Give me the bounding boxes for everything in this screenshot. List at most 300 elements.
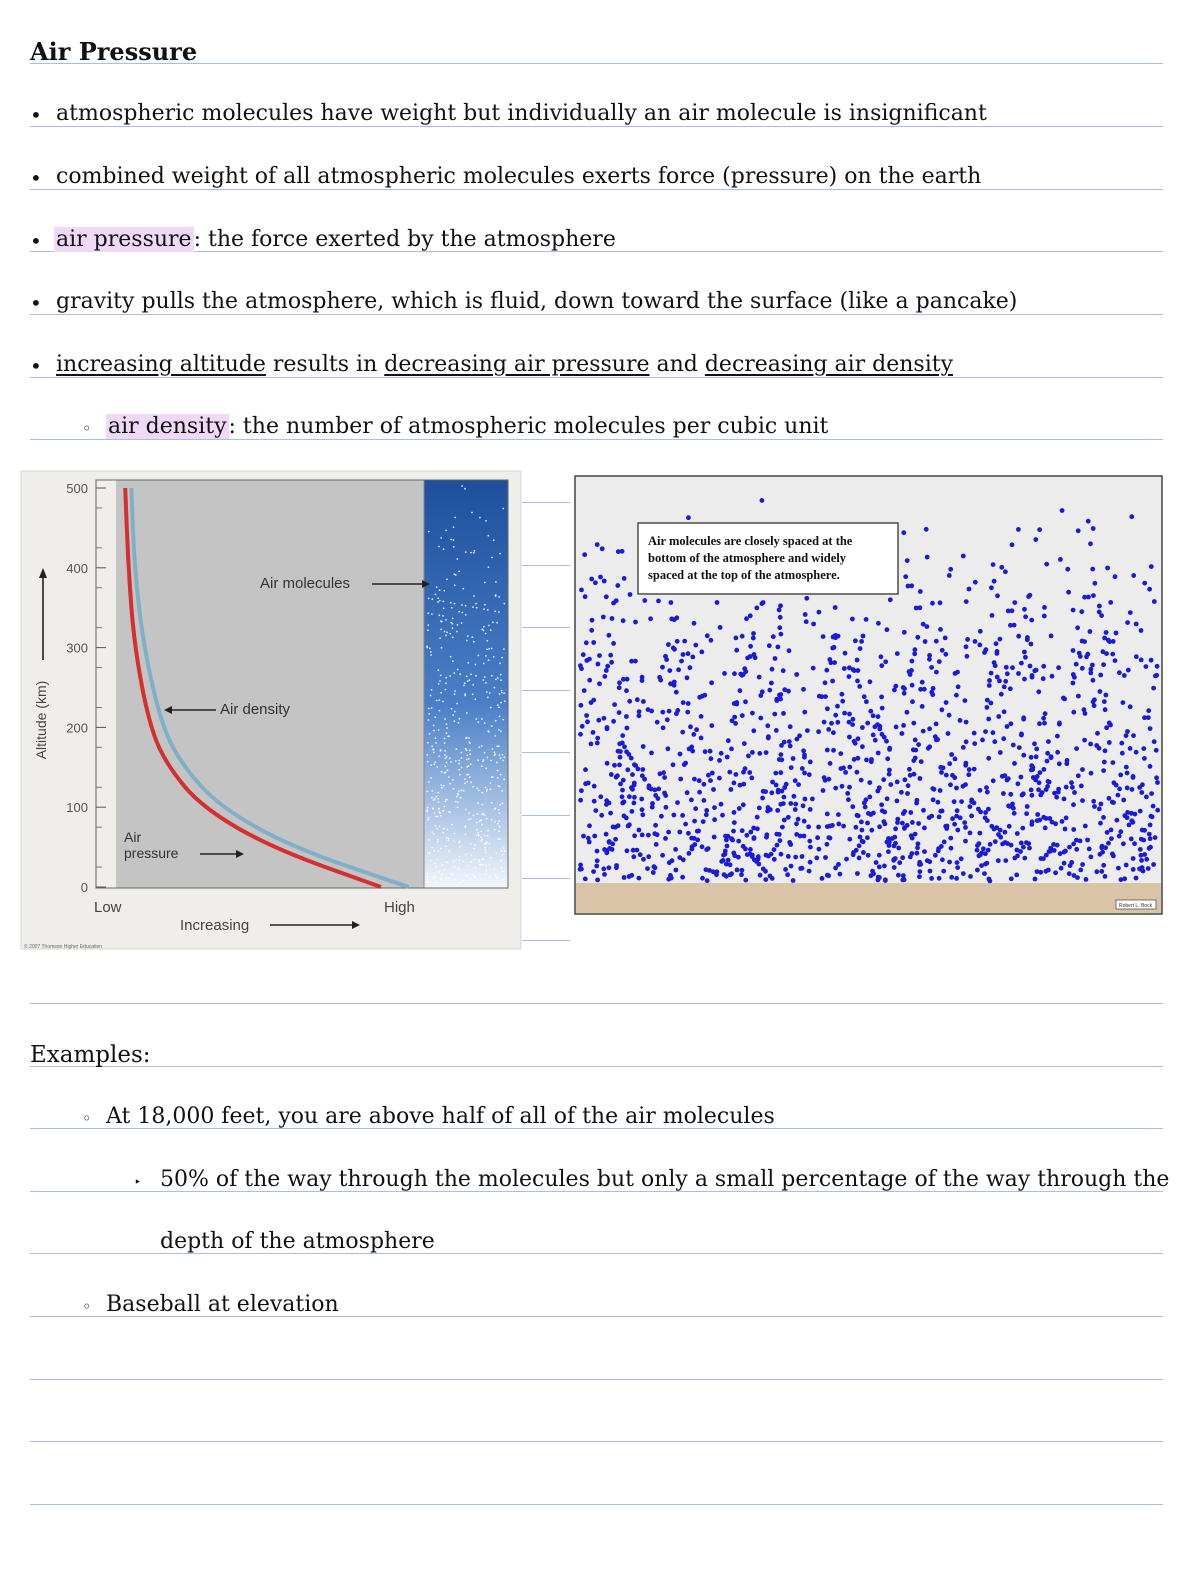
plain-phrase: and	[649, 352, 705, 377]
air-molecule-dot	[1080, 767, 1085, 772]
bullet-text: gravity pulls the atmosphere, which is fluid, down toward the surface (like a pancake)	[56, 289, 1018, 314]
molecule-speck	[430, 764, 432, 766]
air-molecule-dot	[1041, 676, 1046, 681]
molecule-speck	[457, 669, 459, 671]
air-molecule-dot	[1044, 562, 1049, 567]
molecule-speck	[442, 810, 444, 812]
molecule-speck	[466, 675, 468, 677]
air-molecule-dot	[977, 643, 982, 648]
air-molecule-dot	[994, 641, 999, 646]
air-molecule-dot	[701, 819, 706, 824]
molecule-speck	[465, 826, 467, 828]
molecule-speck	[450, 761, 452, 763]
air-molecule-dot	[1154, 775, 1159, 780]
air-molecule-dot	[901, 873, 906, 878]
air-molecule-dot	[734, 636, 739, 641]
molecule-speck	[465, 833, 467, 835]
air-molecule-dot	[918, 776, 923, 781]
air-molecule-dot	[803, 612, 808, 617]
air-molecule-dot	[590, 618, 595, 623]
molecule-speck	[459, 881, 461, 883]
molecule-speck	[477, 802, 479, 804]
air-molecule-dot	[637, 709, 642, 714]
air-molecule-dot	[870, 869, 875, 874]
air-molecule-dot	[903, 574, 908, 579]
air-molecule-dot	[1074, 847, 1079, 852]
molecule-speck	[495, 594, 497, 596]
air-molecule-dot	[651, 870, 656, 875]
air-molecule-dot	[757, 806, 762, 811]
air-molecule-dot	[579, 588, 584, 593]
air-molecule-dot	[672, 683, 677, 688]
molecule-speck	[444, 869, 446, 871]
air-molecule-dot	[1078, 868, 1083, 873]
bullet-text	[54, 225, 616, 255]
molecule-speck	[466, 774, 468, 776]
air-molecule-dot	[751, 636, 756, 641]
air-molecule-dot	[840, 784, 845, 789]
molecule-speck	[465, 748, 467, 750]
air-molecule-dot	[618, 755, 623, 760]
air-molecule-dot	[865, 721, 870, 726]
air-molecule-dot	[833, 713, 838, 718]
air-molecule-dot	[666, 830, 671, 835]
air-molecule-dot	[986, 717, 991, 722]
air-molecule-dot	[1128, 704, 1133, 709]
air-molecule-dot	[937, 876, 942, 881]
air-molecule-dot	[667, 668, 672, 673]
example-detail-line2: depth of the atmosphere	[160, 1229, 435, 1254]
air-molecule-dot	[883, 659, 888, 664]
molecule-speck	[502, 719, 504, 721]
air-molecule-dot	[1101, 649, 1106, 654]
air-molecule-dot	[598, 575, 603, 580]
air-molecule-dot	[835, 704, 840, 709]
air-molecule-dot	[793, 778, 798, 783]
air-molecule-dot	[989, 671, 994, 676]
air-molecule-dot	[916, 742, 921, 747]
sub-sub-bullet-triangle: ‣	[134, 1175, 142, 1189]
air-molecule-dot	[910, 659, 915, 664]
molecule-speck	[503, 603, 505, 605]
molecule-speck	[451, 607, 453, 609]
air-molecule-dot	[1003, 569, 1008, 574]
air-molecule-dot	[1041, 856, 1046, 861]
air-molecule-dot	[1125, 810, 1130, 815]
air-molecule-dot	[862, 801, 867, 806]
air-molecule-dot	[949, 752, 954, 757]
air-molecule-dot	[786, 854, 791, 859]
molecule-speck	[438, 755, 440, 757]
molecule-speck	[454, 584, 456, 586]
molecule-speck	[444, 772, 446, 774]
air-molecule-dot	[750, 750, 755, 755]
y-tick-label: 500	[66, 481, 88, 496]
air-molecule-dot	[1071, 672, 1076, 677]
molecule-speck	[480, 819, 482, 821]
air-molecule-dot	[730, 718, 735, 723]
air-molecule-dot	[896, 846, 901, 851]
air-molecule-dot	[602, 872, 607, 877]
molecule-speck	[433, 730, 435, 732]
air-molecule-dot	[604, 594, 609, 599]
air-molecule-dot	[729, 787, 734, 792]
air-molecule-dot	[1029, 755, 1034, 760]
air-molecule-dot	[1022, 607, 1027, 612]
air-molecule-dot	[1109, 836, 1114, 841]
air-molecule-dot	[1072, 790, 1077, 795]
air-molecule-dot	[1071, 608, 1076, 613]
air-molecule-dot	[1139, 658, 1144, 663]
molecule-speck	[466, 875, 468, 877]
molecule-speck	[470, 782, 472, 784]
molecule-speck	[490, 760, 492, 762]
molecule-speck	[469, 749, 471, 751]
air-molecule-dot	[679, 659, 684, 664]
air-molecule-dot	[857, 843, 862, 848]
molecule-speck	[492, 621, 494, 623]
air-molecule-dot	[617, 685, 622, 690]
air-molecule-dot	[852, 757, 857, 762]
air-molecule-dot	[1082, 738, 1087, 743]
air-molecule-dot	[948, 836, 953, 841]
air-molecule-dot	[740, 828, 745, 833]
air-molecule-dot	[685, 790, 690, 795]
air-molecule-dot	[1060, 819, 1065, 824]
molecule-speck	[493, 656, 495, 658]
air-molecule-dot	[694, 727, 699, 732]
molecule-speck	[503, 760, 505, 762]
examples-heading: Examples:	[30, 1042, 151, 1068]
air-molecule-dot	[978, 629, 983, 634]
air-molecule-dot	[1107, 796, 1112, 801]
air-molecule-dot	[821, 634, 826, 639]
air-molecule-dot	[747, 770, 752, 775]
label-air-molecules: Air molecules	[260, 575, 351, 592]
air-molecule-dot	[1099, 869, 1104, 874]
air-molecule-dot	[680, 813, 685, 818]
example-detail-line1: 50% of the way through the molecules but only a small percentage of the way through the	[160, 1167, 1170, 1192]
air-molecule-dot	[1057, 722, 1062, 727]
molecule-speck	[433, 749, 435, 751]
air-molecule-dot	[780, 825, 785, 830]
air-molecule-dot	[1101, 863, 1106, 868]
air-molecule-dot	[912, 651, 917, 656]
molecule-speck	[436, 828, 438, 830]
air-molecule-dot	[750, 711, 755, 716]
air-molecule-dot	[628, 592, 633, 597]
molecule-speck	[446, 578, 448, 580]
air-molecule-dot	[1016, 527, 1021, 532]
air-molecule-dot	[933, 853, 938, 858]
label-air-pressure-line2: pressure	[124, 845, 179, 861]
air-molecule-dot	[833, 866, 838, 871]
air-molecule-dot	[723, 834, 728, 839]
molecule-speck	[427, 761, 429, 763]
air-molecule-dot	[660, 853, 665, 858]
air-molecule-dot	[1095, 731, 1100, 736]
bullet-text	[56, 350, 953, 380]
air-molecule-dot	[774, 832, 779, 837]
molecule-speck	[432, 847, 434, 849]
air-molecule-dot	[917, 860, 922, 865]
molecule-speck	[478, 859, 480, 861]
molecule-speck	[444, 738, 446, 740]
air-molecule-dot	[637, 876, 642, 881]
air-molecule-dot	[704, 808, 709, 813]
air-molecule-dot	[855, 871, 860, 876]
air-molecule-dot	[795, 737, 800, 742]
molecule-speck	[485, 787, 487, 789]
air-molecule-dot	[918, 589, 923, 594]
air-molecule-dot	[1118, 829, 1123, 834]
air-molecule-dot	[808, 845, 813, 850]
molecule-speck	[482, 864, 484, 866]
air-molecule-dot	[612, 702, 617, 707]
air-molecule-dot	[1000, 842, 1005, 847]
air-molecule-dot	[921, 808, 926, 813]
air-molecule-dot	[690, 749, 695, 754]
air-molecule-dot	[777, 757, 782, 762]
air-molecule-dot	[791, 878, 796, 883]
molecule-speck	[474, 877, 476, 879]
air-molecule-dot	[955, 808, 960, 813]
air-molecule-dot	[595, 849, 600, 854]
y-tick-label: 300	[66, 640, 88, 656]
air-molecule-dot	[920, 704, 925, 709]
air-molecule-dot	[841, 766, 846, 771]
molecule-speck	[501, 692, 503, 694]
air-molecule-dot	[581, 652, 586, 657]
molecule-speck	[465, 605, 467, 607]
air-molecule-dot	[1008, 792, 1013, 797]
air-molecule-dot	[911, 758, 916, 763]
air-molecule-dot	[1064, 785, 1069, 790]
air-molecule-dot	[753, 655, 758, 660]
molecule-speck	[446, 877, 448, 879]
molecule-speck	[449, 783, 451, 785]
air-molecule-dot	[692, 621, 697, 626]
molecule-speck	[428, 708, 430, 710]
air-molecule-dot	[650, 805, 655, 810]
molecule-speck	[431, 831, 433, 833]
air-molecule-dot	[632, 762, 637, 767]
molecule-speck	[468, 865, 470, 867]
air-molecule-dot	[605, 725, 610, 730]
air-molecule-dot	[1054, 795, 1059, 800]
air-molecule-dot	[678, 777, 683, 782]
air-molecule-dot	[1150, 814, 1155, 819]
highlighted-term: air pressure	[56, 227, 192, 252]
air-molecule-dot	[961, 745, 966, 750]
molecule-speck	[486, 649, 488, 651]
air-molecule-dot	[719, 859, 724, 864]
molecule-speck	[464, 682, 466, 684]
air-molecule-dot	[892, 865, 897, 870]
air-molecule-dot	[1109, 828, 1114, 833]
air-molecule-dot	[1068, 863, 1073, 868]
air-molecule-dot	[1144, 857, 1149, 862]
underlined-phrase: increasing altitude	[56, 352, 266, 377]
molecule-speck	[481, 628, 483, 630]
molecule-speck	[443, 785, 445, 787]
air-molecule-dot	[835, 720, 840, 725]
molecule-speck	[457, 793, 459, 795]
air-molecule-dot	[801, 748, 806, 753]
air-molecule-dot	[868, 709, 873, 714]
air-molecule-dot	[1067, 871, 1072, 876]
molecule-speck	[463, 685, 465, 687]
sub-bullet-circle: ◦	[82, 1109, 92, 1128]
air-molecule-dot	[1113, 658, 1118, 663]
air-molecule-dot	[806, 824, 811, 829]
air-molecule-dot	[942, 840, 947, 845]
air-molecule-dot	[607, 865, 612, 870]
air-molecule-dot	[888, 782, 893, 787]
air-molecule-dot	[1029, 788, 1034, 793]
molecule-speck	[484, 722, 486, 724]
air-molecule-dot	[709, 723, 714, 728]
air-molecule-dot	[947, 860, 952, 865]
air-molecule-dot	[1153, 835, 1158, 840]
molecule-speck	[437, 792, 439, 794]
air-molecule-dot	[923, 639, 928, 644]
molecule-speck	[485, 767, 487, 769]
air-molecule-dot	[609, 660, 614, 665]
air-molecule-dot	[930, 692, 935, 697]
air-molecule-dot	[1010, 608, 1015, 613]
molecule-speck	[456, 631, 458, 633]
air-molecule-dot	[1146, 708, 1151, 713]
air-molecule-dot	[794, 821, 799, 826]
air-molecule-dot	[581, 834, 586, 839]
x-label-high: High	[384, 899, 415, 916]
air-molecule-dot	[925, 624, 930, 629]
air-molecule-dot	[580, 724, 585, 729]
air-molecule-dot	[744, 616, 749, 621]
air-molecule-dot	[1026, 841, 1031, 846]
air-molecule-dot	[985, 790, 990, 795]
air-molecule-dot	[877, 865, 882, 870]
molecule-speck	[484, 814, 486, 816]
air-molecule-dot	[1034, 747, 1039, 752]
air-molecule-dot	[885, 796, 890, 801]
molecule-speck	[499, 812, 501, 814]
air-molecule-dot	[893, 684, 898, 689]
bullet-text: combined weight of all atmospheric molecules exerts force (pressure) on the earth	[56, 164, 982, 189]
molecule-speck	[486, 789, 488, 791]
air-molecule-dot	[1091, 526, 1096, 531]
molecule-speck	[497, 770, 499, 772]
air-molecule-dot	[585, 719, 590, 724]
air-molecule-dot	[1045, 759, 1050, 764]
air-molecule-dot	[1102, 760, 1107, 765]
air-molecule-dot	[944, 826, 949, 831]
air-molecule-dot	[602, 579, 607, 584]
molecule-speck	[473, 552, 475, 554]
molecule-speck	[442, 832, 444, 834]
air-molecule-dot	[1065, 758, 1070, 763]
air-molecule-dot	[640, 807, 645, 812]
air-molecule-dot	[949, 875, 954, 880]
air-molecule-dot	[842, 666, 847, 671]
air-molecule-dot	[582, 688, 587, 693]
molecule-speck	[438, 614, 440, 616]
molecule-speck	[466, 853, 468, 855]
molecule-speck	[426, 791, 428, 793]
air-molecule-dot	[653, 865, 658, 870]
air-molecule-dot	[902, 630, 907, 635]
air-molecule-dot	[793, 807, 798, 812]
air-molecule-dot	[625, 726, 630, 731]
air-molecule-dot	[901, 530, 906, 535]
air-molecule-dot	[788, 744, 793, 749]
air-molecule-dot	[604, 668, 609, 673]
air-molecule-dot	[767, 688, 772, 693]
molecule-speck	[444, 718, 446, 720]
air-molecule-dot	[610, 616, 615, 621]
air-molecule-dot	[833, 605, 838, 610]
air-molecule-dot	[865, 821, 870, 826]
air-molecule-dot	[867, 795, 872, 800]
air-molecule-dot	[645, 866, 650, 871]
ruled-line	[522, 752, 570, 753]
air-molecule-dot	[1056, 665, 1061, 670]
air-molecule-dot	[1119, 741, 1124, 746]
air-molecule-dot	[1114, 631, 1119, 636]
molecule-speck	[435, 594, 437, 596]
molecule-speck	[487, 730, 489, 732]
molecule-speck	[486, 870, 488, 872]
air-molecule-dot	[850, 617, 855, 622]
air-molecule-dot	[929, 876, 934, 881]
air-molecule-dot	[1034, 668, 1039, 673]
air-molecule-dot	[807, 839, 812, 844]
air-molecule-dot	[1029, 618, 1034, 623]
air-molecule-dot	[917, 874, 922, 879]
air-molecule-dot	[879, 654, 884, 659]
air-molecule-dot	[777, 608, 782, 613]
air-molecule-dot	[880, 808, 885, 813]
air-molecule-dot	[944, 773, 949, 778]
air-molecule-dot	[761, 600, 766, 605]
air-molecule-dot	[640, 678, 645, 683]
air-molecule-dot	[802, 819, 807, 824]
air-molecule-dot	[1040, 790, 1045, 795]
air-molecule-dot	[667, 709, 672, 714]
molecule-speck	[459, 774, 461, 776]
air-molecule-dot	[831, 748, 836, 753]
air-molecule-dot	[1146, 715, 1151, 720]
air-molecule-dot	[1010, 542, 1015, 547]
molecule-speck	[435, 737, 437, 739]
molecule-speck	[482, 813, 484, 815]
molecule-speck	[437, 597, 439, 599]
air-molecule-dot	[690, 847, 695, 852]
air-molecule-dot	[761, 867, 766, 872]
molecule-speck	[469, 812, 471, 814]
air-molecule-dot	[592, 784, 597, 789]
bullet-dot: •	[30, 103, 42, 127]
air-molecule-dot	[1088, 541, 1093, 546]
air-molecule-dot	[586, 781, 591, 786]
air-molecule-dot	[956, 684, 961, 689]
y-tick-label: 0	[80, 880, 88, 895]
air-molecule-dot	[597, 653, 602, 658]
air-molecule-dot	[1107, 740, 1112, 745]
air-molecule-dot	[1005, 671, 1010, 676]
molecule-speck	[489, 692, 491, 694]
